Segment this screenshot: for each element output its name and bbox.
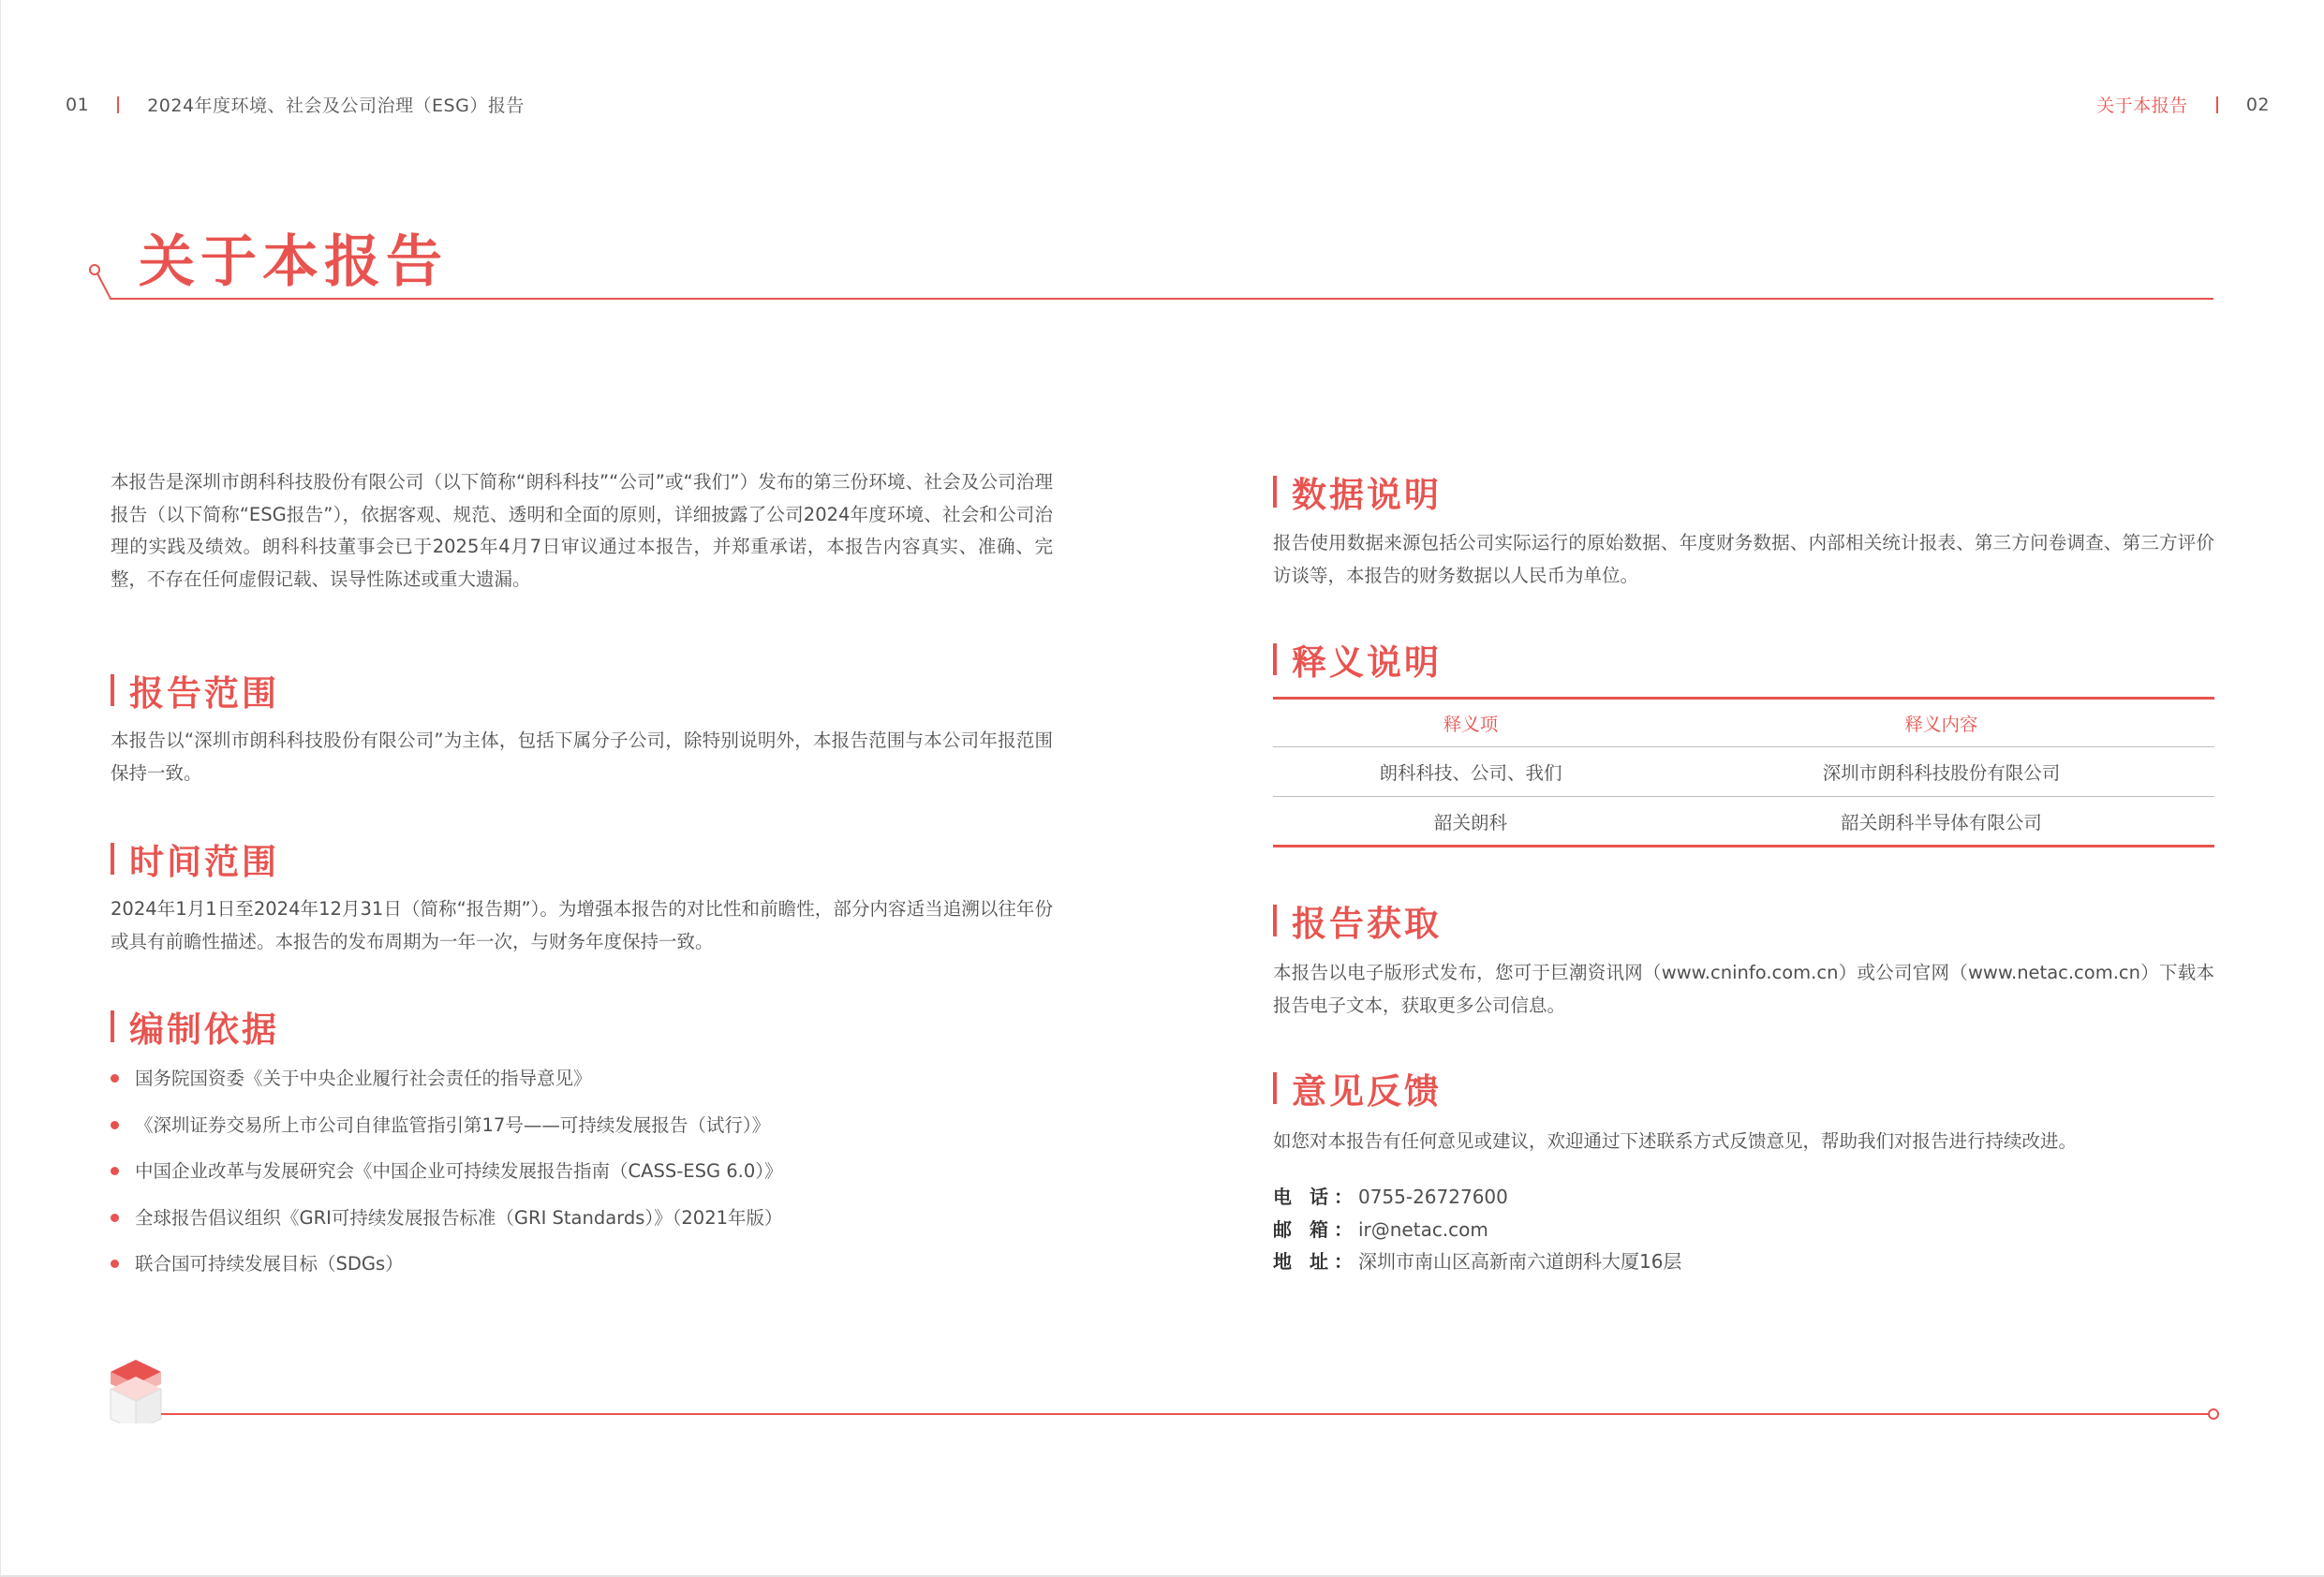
contact-info <box>1273 1181 1681 1278</box>
intro-paragraph: 本报告是深圳市朗科科技股份有限公司（以下简称“朗科科技”“公司”或“我们”）发布的第三份环境、社会及公司治理报告（以下简称“ESG报告”），依据客观、规范、透明和全面的原则，详细披露了公司2024年度环境、社会和公司治理的实践及绩效。朗科科技董事会已于2025年4月7日审议通过本报告，并郑重承诺，本报告内容真实、准确、完整，不存在任何虚假记载、误导性陈述或重大遗漏。 <box>111 471 1053 590</box>
email-address: ir@netac.com <box>1357 1217 1488 1241</box>
table-row <box>1273 747 2214 797</box>
right-page-number: 02 <box>2245 94 2270 115</box>
heading-bar <box>111 843 114 875</box>
heading-bar <box>111 674 114 706</box>
column-header-meaning: 释义内容 <box>1668 699 2214 747</box>
period-paragraph: 2024年1月1日至2024年12月31日（简称“报告期”）。为增强本报告的对比性和前瞻性，部分内容适当追溯以往年份或具有前瞻性描述。本报告的发布周期为一年一次，与财务年度保持一致。 <box>111 898 1053 952</box>
circle-node-icon <box>90 265 99 274</box>
term-cell: 韶关朗科 <box>1273 797 1668 847</box>
basis-heading-text: 编制依据 <box>129 1010 279 1050</box>
title-rule <box>0 253 2248 309</box>
basis-heading <box>111 1001 279 1052</box>
heading-bar <box>1273 643 1277 675</box>
list-item: 国务院国资委《关于中央企业履行社会责任的指导意见》 <box>111 1063 783 1110</box>
table-row <box>1273 797 2214 847</box>
feedback-paragraph: 如您对本报告有任何意见或建议，欢迎通过下述联系方式反馈意见，帮助我们对报告进行持续改进。 <box>1273 1130 2078 1152</box>
basis-list <box>111 1063 783 1295</box>
term-cell: 朗科科技、公司、我们 <box>1273 747 1668 797</box>
header-separator <box>2216 96 2218 113</box>
list-item: 全球报告倡议组织《GRI可持续发展报告标准（GRI Standards）》（2021年版） <box>111 1202 783 1249</box>
scope-paragraph: 本报告以“深圳市朗科科技股份有限公司”为主体，包括下属分子公司，除特别说明外，本报告范围与本公司年报范围保持一致。 <box>111 730 1053 784</box>
heading-bar <box>1273 1072 1277 1104</box>
meaning-cell: 韶关朗科半导体有限公司 <box>1668 797 2214 847</box>
heading-bar <box>1273 476 1277 508</box>
report-title: 2024年度环境、社会及公司治理（ESG）报告 <box>147 96 525 116</box>
header-separator <box>117 96 119 113</box>
contact-email: 邮 箱：ir@netac.com <box>1273 1217 1488 1241</box>
access-heading-text: 报告获取 <box>1292 904 1442 944</box>
bullet-dot <box>111 1167 119 1175</box>
period-heading <box>111 833 279 884</box>
definitions-heading-text: 释义说明 <box>1292 642 1442 683</box>
phone-number: 0755-26727600 <box>1357 1186 1508 1208</box>
column-header-term: 释义项 <box>1273 699 1668 747</box>
postal-address: 深圳市南山区高新南六道朗科大厦16层 <box>1357 1250 1682 1273</box>
definitions-heading <box>1273 634 1442 685</box>
data-note-heading-text: 数据说明 <box>1292 475 1442 515</box>
table-header-row <box>1273 699 2214 747</box>
page-title: 关于本报告 <box>139 229 448 295</box>
data-note-paragraph: 报告使用数据来源包括公司实际运行的原始数据、年度财务数据、内部相关统计报表、第三方问卷调查、第三方评价访谈等，本报告的财务数据以人民币为单位。 <box>1273 532 2214 586</box>
heading-bar <box>1273 905 1277 936</box>
definitions-table <box>1273 697 2214 847</box>
list-item: 中国企业改革与发展研究会《中国企业可持续发展报告指南（CASS-ESG 6.0）》 <box>111 1156 783 1202</box>
contact-phone: 电 话：0755-26727600 <box>1273 1186 1508 1208</box>
heading-bar <box>111 1010 114 1042</box>
feedback-heading <box>1273 1063 1442 1113</box>
bullet-dot <box>111 1214 119 1222</box>
list-item: 《深圳证券交易所上市公司自律监管指引第17号——可持续发展报告（试行）》 <box>111 1110 783 1157</box>
bullet-dot <box>111 1260 119 1268</box>
running-header-right <box>2096 92 2270 117</box>
scope-heading <box>111 665 279 715</box>
meaning-cell: 深圳市朗科科技股份有限公司 <box>1668 747 2214 797</box>
period-heading-text: 时间范围 <box>129 842 279 882</box>
contact-address: 地 址：深圳市南山区高新南六道朗科大厦16层 <box>1273 1250 1682 1273</box>
feedback-heading-text: 意见反馈 <box>1292 1071 1442 1112</box>
left-page-number: 01 <box>66 94 90 115</box>
list-item: 联合国可持续发展目标（SDGs） <box>111 1248 783 1295</box>
circle-node-icon <box>2209 1409 2218 1419</box>
bullet-dot <box>111 1074 119 1083</box>
stacked-layers-icon <box>111 1360 161 1423</box>
footer-decoration <box>0 1349 2248 1423</box>
access-heading <box>1273 895 1442 946</box>
data-note-heading <box>1273 466 1442 517</box>
section-name: 关于本报告 <box>2096 96 2188 116</box>
running-header-left <box>66 92 525 117</box>
bullet-dot <box>111 1121 119 1129</box>
access-paragraph: 本报告以电子版形式发布，您可于巨潮资讯网（www.cninfo.com.cn）或公司官网（www.netac.com.cn）下载本报告电子文本，获取更多公司信息。 <box>1273 962 2214 1016</box>
scope-heading-text: 报告范围 <box>129 673 279 714</box>
